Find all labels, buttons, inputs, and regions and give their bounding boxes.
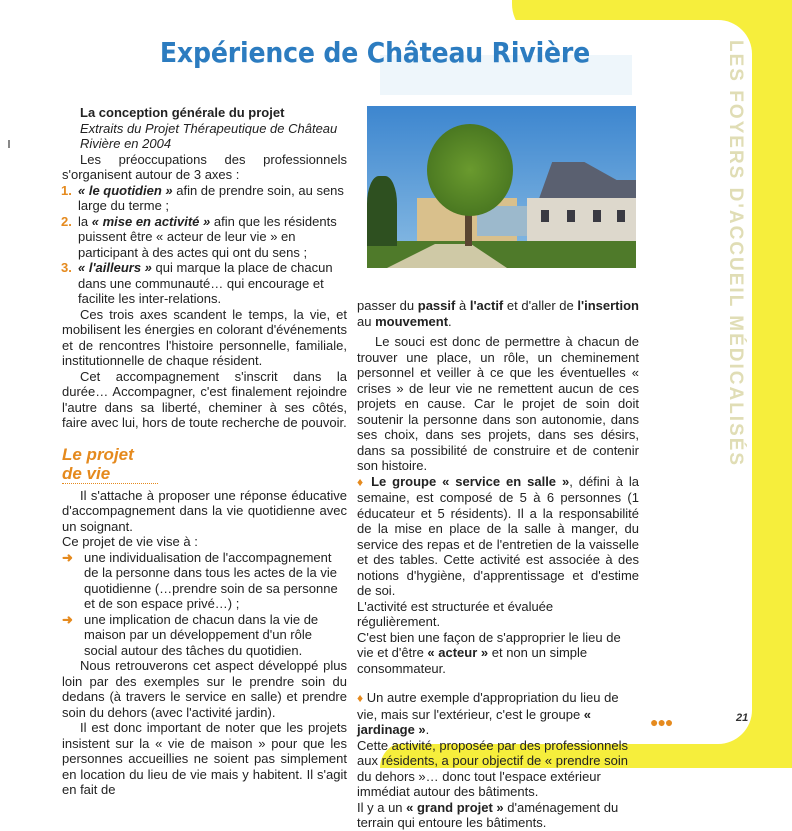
arrow-icon: ➜	[62, 549, 73, 565]
axis-text: afin de prendre soin, au sens large du terme ;	[78, 182, 344, 213]
text-run: « grand projet »	[406, 799, 504, 815]
text-run: passer du	[357, 298, 418, 313]
photo-window	[541, 210, 549, 222]
right-column	[357, 298, 639, 831]
group-paragraph	[357, 474, 639, 599]
subheading: La conception générale du projet	[80, 105, 285, 120]
text-run: l'actif	[469, 298, 504, 313]
source-line: Extraits du Projet Thérapeutique de Château Rivière en 2004	[80, 120, 338, 151]
decorative-dots: ●●●	[650, 714, 673, 730]
text-run: .	[425, 722, 430, 737]
group-text: , défini à la semaine, est composé de 5 à 6 personnes (1 éducateur et 5 résidents). Il a la responsabilité de la mise en place de la salle à manger, du service des repas et de l'entretien de la vaisselle et des tables. Cette activité est associée à des notions d'hygiène, d'apprentissage et d'estime de soi.	[357, 473, 639, 598]
text-run: Il y a un	[357, 799, 407, 815]
axis-number: 2.	[61, 213, 72, 229]
text-run: et d'aller de	[503, 298, 578, 313]
axis-text: qui marque la place de chacun dans une communauté… qui encourage et facilite les inter-relations.	[78, 260, 333, 306]
axis-number: 3.	[61, 260, 72, 275]
paragraph	[357, 800, 639, 831]
paragraph: Nous retrouverons cet aspect développé plus loin par des exemples sur le prendre soin du dedans (à travers le service en salle) et prendre soin du dehors (avec l'activité jardin).	[62, 658, 347, 720]
bullet-list	[62, 550, 347, 659]
axis-key: « le quotidien »	[78, 182, 173, 198]
axis-item	[62, 183, 347, 214]
axis-text: afin que les résidents puissent être « acteur de leur vie » en participant à des actes qui ont du sens ;	[78, 213, 337, 260]
text-run: mouvement	[375, 313, 449, 329]
continuation-paragraph	[357, 298, 639, 329]
paragraph: Il s'attache à proposer une réponse éducative d'accompagnement dans la vie quotidienne avec un soignant.	[62, 487, 347, 534]
paragraph: Il est donc important de noter que les projets insistent sur la « vie de maison » pour que les personnes accueillies ne soient pas simplement en location du lieu de vie mais y habitent. Il s'agit en fait de	[62, 720, 347, 797]
text-run: C'est bien une façon de s'approprier le lieu de vie et d'être	[357, 629, 621, 660]
chateau-photo	[367, 106, 636, 268]
text-run: Un autre exemple d'appropriation du lieu de vie, mais sur l'extérieur, c'est le groupe	[357, 690, 619, 722]
text-run: l'insertion	[577, 298, 639, 313]
paragraph: Le souci est donc de permettre à chacun de trouver une place, un rôle, un cheminement personnel et veiller à ce que les éventuelles « crises » de leur vie ne remettent aucun de ces projets en cause. Car le projet de soin doit soutenir la personne dans son autonomie, dans ses choix, dans ses projets, dans ses désirs, dans sa possibilité de construire et de contenir son histoire.	[357, 334, 639, 473]
bullet-item	[62, 612, 347, 659]
paragraph: Cet accompagnement s'inscrit dans la durée… Accompagner, c'est finalement rejoindre l'autre dans sa liberté, cheminer à ses côtés, faire avec lui, hors de toute recherche de pouvoir.	[62, 368, 347, 430]
arrow-icon: ➜	[62, 611, 73, 627]
bullet-item	[62, 550, 347, 612]
group-title: Le groupe « service en salle »	[371, 473, 570, 489]
intro-paragraph: Les préoccupations des professionnels s'organisent autour de 3 axes :	[62, 151, 347, 182]
axis-pre: la	[78, 213, 92, 229]
section-title: Le projet de vie	[62, 445, 158, 484]
bullet-text: une implication de chacun dans la vie de maison par un développement d'un rôle social autour des tâches du quotidien.	[84, 611, 319, 658]
axis-item	[62, 214, 347, 261]
paragraph: Ces trois axes scandent le temps, la vie, et mobilisent les énergies en colorant d'événements et de rencontres l'histoire personnelle, familiale, institutionnelle de chaque résident.	[62, 306, 347, 368]
text-run: d'aménagement du terrain qui entoure les bâtiments.	[357, 799, 619, 830]
jardinage-paragraph	[357, 690, 639, 738]
axis-item	[62, 260, 347, 307]
diamond-icon: ♦	[357, 474, 372, 489]
photo-window	[567, 210, 575, 222]
text-run: à	[455, 298, 470, 313]
margin-mark	[8, 140, 16, 148]
text-run: « jardinage »	[357, 706, 592, 737]
paragraph: Ce projet de vie vise à :	[62, 534, 198, 549]
axis-key: « mise en activité »	[91, 213, 211, 229]
page-title: Expérience de Château Rivière	[159, 36, 591, 69]
photo-window	[593, 210, 601, 222]
photo-shrub	[367, 176, 397, 246]
side-text-label: LES FOYERS D'ACCUEIL MÉDICALISÉS	[725, 40, 746, 468]
left-column	[62, 105, 347, 798]
text-run: passif	[417, 298, 456, 313]
text-run: .	[448, 313, 452, 329]
axis-key: « l'ailleurs »	[78, 260, 152, 275]
photo-window	[617, 210, 625, 222]
page-number: 21	[736, 712, 749, 724]
paragraph	[357, 630, 639, 677]
text-run: au	[357, 313, 376, 329]
paragraph: Cette activité, proposée par des professionnels aux résidents, a pour objectif de « prendre soin du dehors »… donc tout l'espace extérieur immédiat autour des bâtiments.	[357, 737, 629, 799]
photo-tree	[427, 124, 513, 216]
text-run: « acteur »	[427, 645, 489, 660]
axis-number: 1.	[61, 182, 72, 198]
paragraph: L'activité est structurée et évaluée régulièrement.	[357, 598, 554, 629]
bullet-text: une individualisation de l'accompagnement de la personne dans tous les actes de la vie quotidienne (…prendre soin de sa personne et de son espace privé…) ;	[84, 549, 338, 611]
axes-list	[62, 183, 347, 307]
diamond-icon: ♦	[357, 691, 364, 705]
side-vertical-text	[725, 40, 772, 740]
text-run: et non un simple consommateur.	[357, 645, 588, 676]
